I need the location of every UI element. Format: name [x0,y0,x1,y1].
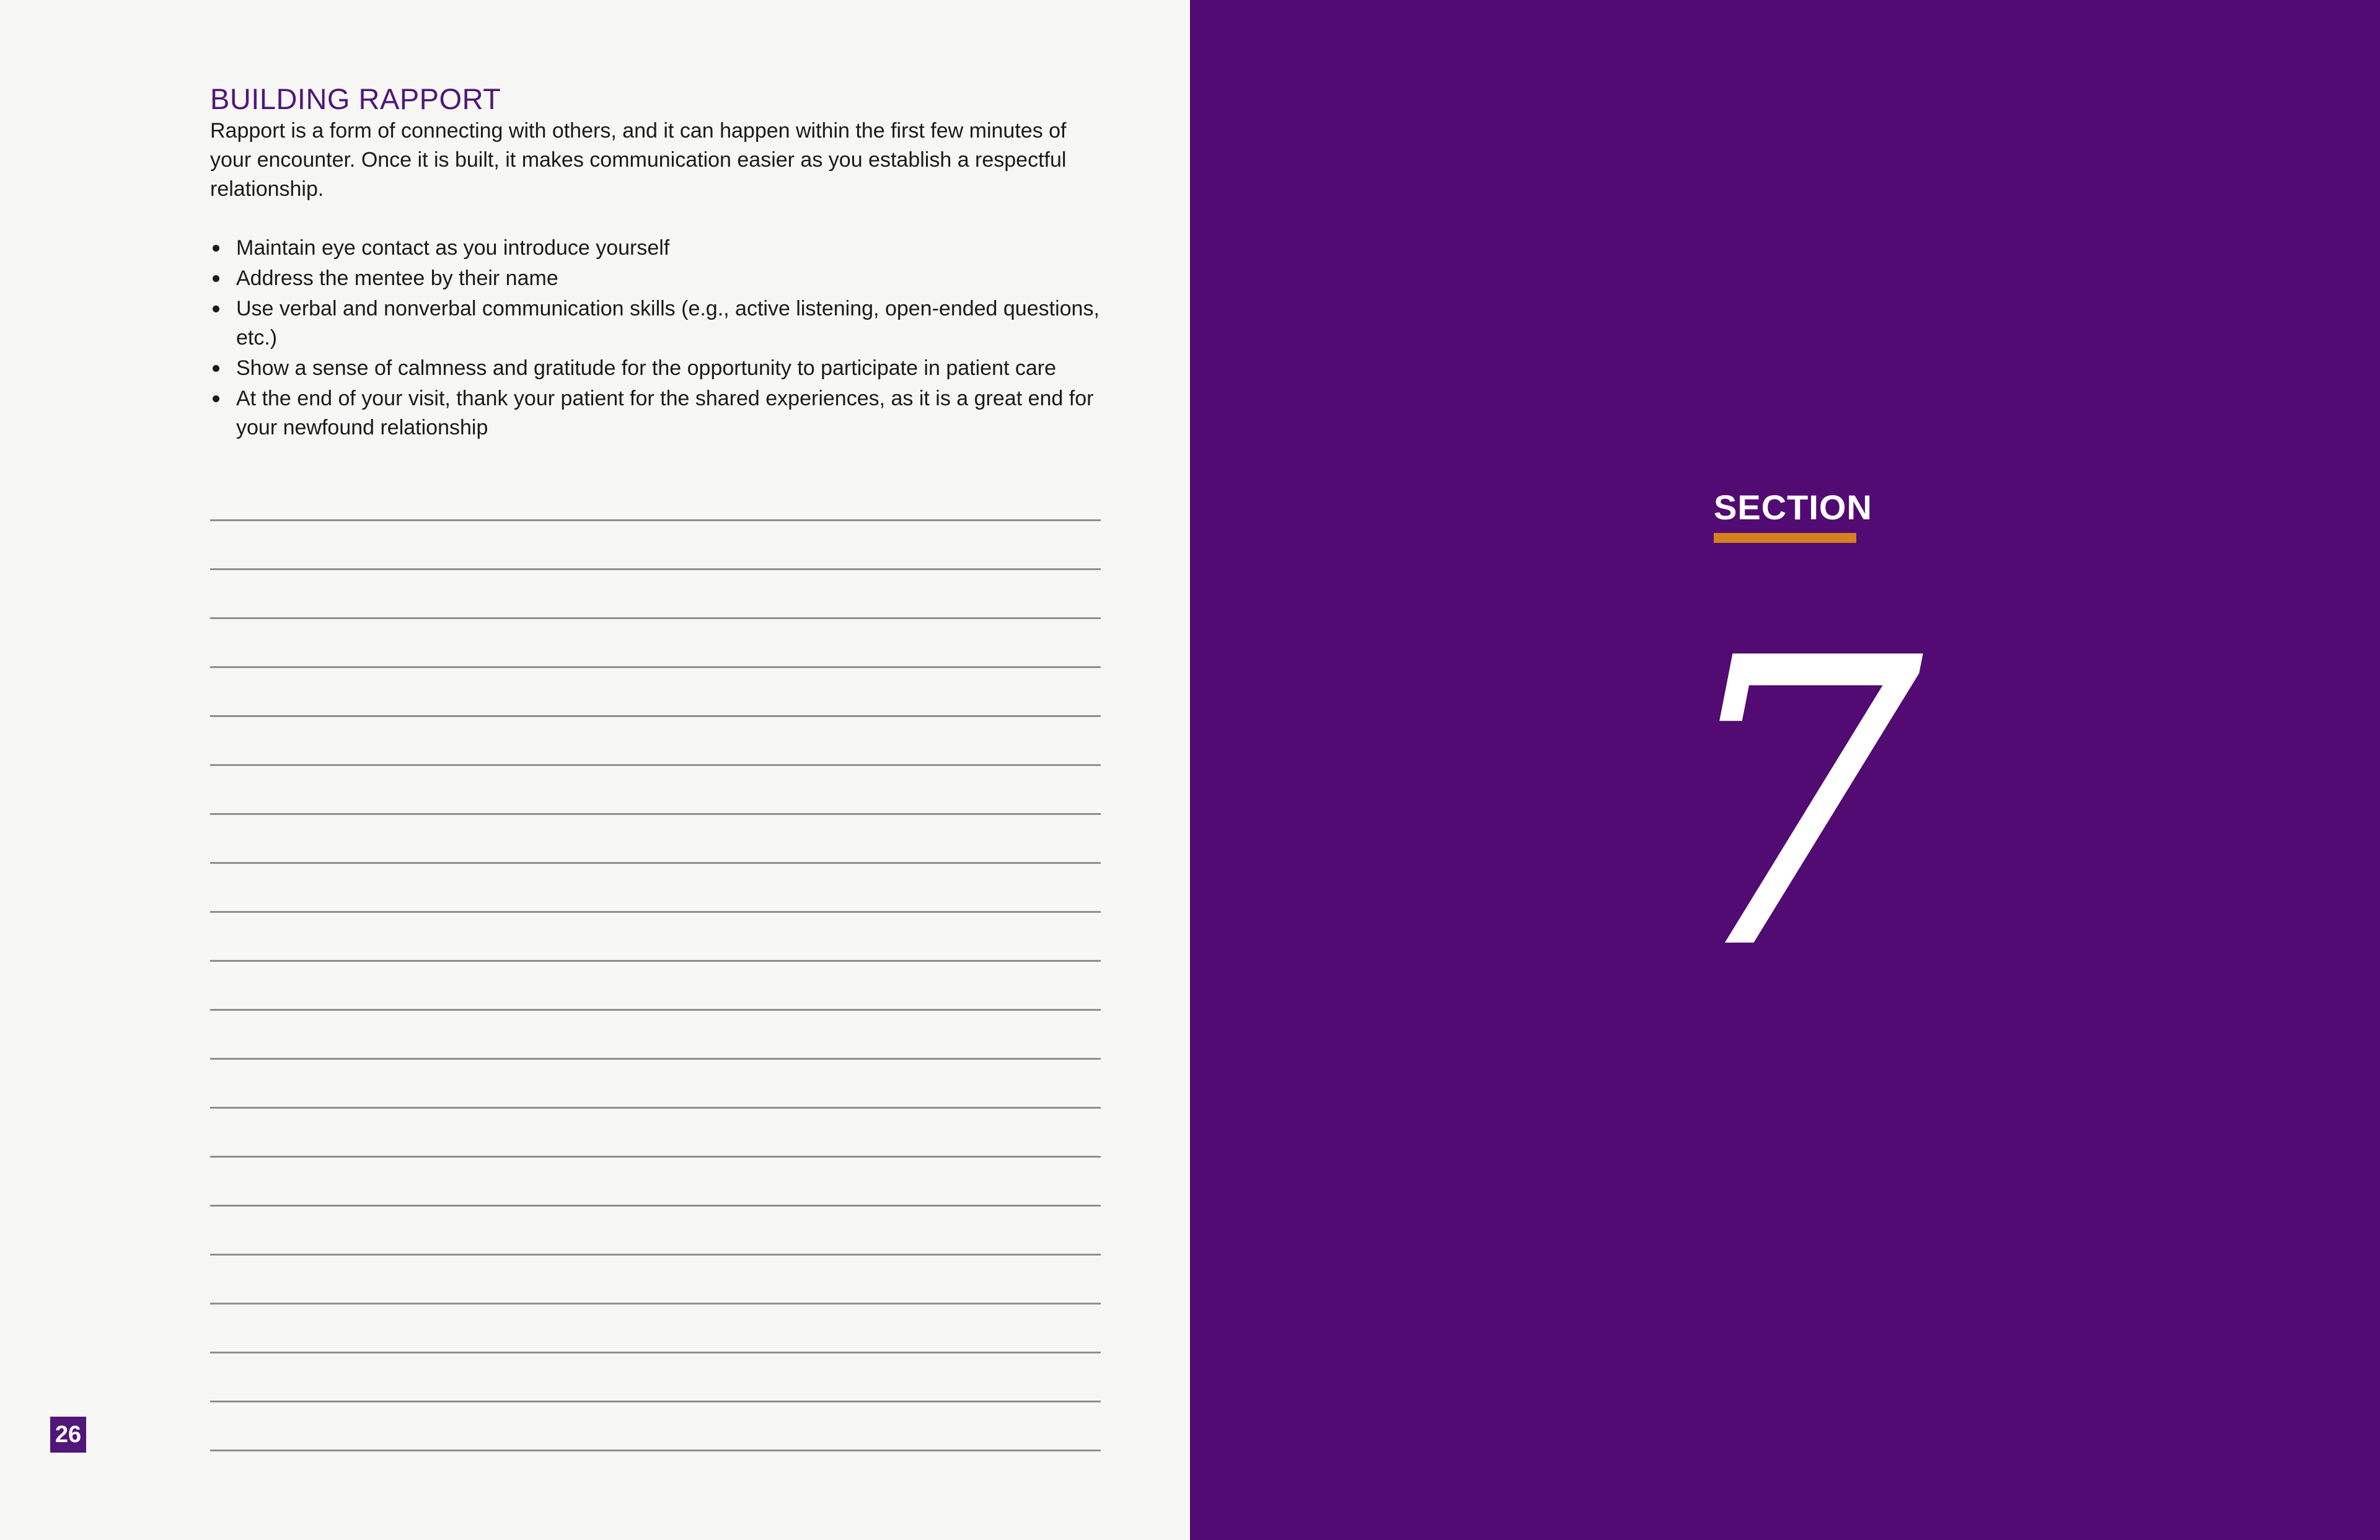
ruled-line [210,617,1101,619]
bullet-dot-icon [213,306,219,312]
ruled-line [210,1254,1101,1256]
intro-paragraph: Rapport is a form of connecting with others, and it can happen within the first few minutes of your encounter. Once it is built, it makes communication easier as you establish a respectful relationship. [210,119,1067,201]
bullet-dot-icon [213,365,219,372]
ruled-line [210,1156,1101,1158]
ruled-line [210,862,1101,864]
section-underline [1714,533,1856,543]
ruled-line [210,1401,1101,1402]
ruled-line [210,1352,1101,1353]
bullet-list [210,234,1103,442]
bullet-item [210,294,1103,353]
ruled-line [210,519,1101,521]
bullet-text: Show a sense of calmness and gratitude for the opportunity to participate in patient care [236,356,1057,380]
ruled-line [210,1450,1101,1451]
bullet-dot-icon [213,245,219,252]
bullet-text: Maintain eye contact as you introduce yourself [236,236,670,260]
ruled-line [210,666,1101,668]
ruled-line [210,1303,1101,1305]
ruled-line [210,715,1101,717]
bullet-dot-icon [213,395,219,402]
bullet-text: At the end of your visit, thank your patient for the shared experiences, as it is a great end for your newfound relationship [236,387,1094,439]
bullet-item [210,234,1103,263]
ruled-line [210,960,1101,962]
section-label: SECTION [1714,488,1872,527]
section-number: 7 [1671,574,1924,1036]
ruled-line [210,568,1101,570]
notes-ruled-lines[interactable] [210,519,1101,1498]
ruled-line [210,813,1101,815]
bullet-item [210,384,1103,442]
bullet-text: Use verbal and nonverbal communication skills (e.g., active listening, open-ended questions, etc.) [236,297,1100,350]
ruled-line [210,1058,1101,1060]
bullet-text: Address the mentee by their name [236,266,558,290]
section-heading: BUILDING RAPPORT [210,82,501,115]
ruled-line [210,1107,1101,1109]
bullet-dot-icon [213,275,219,282]
ruled-line [210,1205,1101,1207]
ruled-line [210,764,1101,766]
bullet-item [210,354,1103,383]
bullet-item [210,264,1103,293]
page-number-badge: 26 [50,1417,86,1453]
ruled-line [210,1009,1101,1011]
rapport-content [210,82,1103,444]
ruled-line [210,911,1101,913]
